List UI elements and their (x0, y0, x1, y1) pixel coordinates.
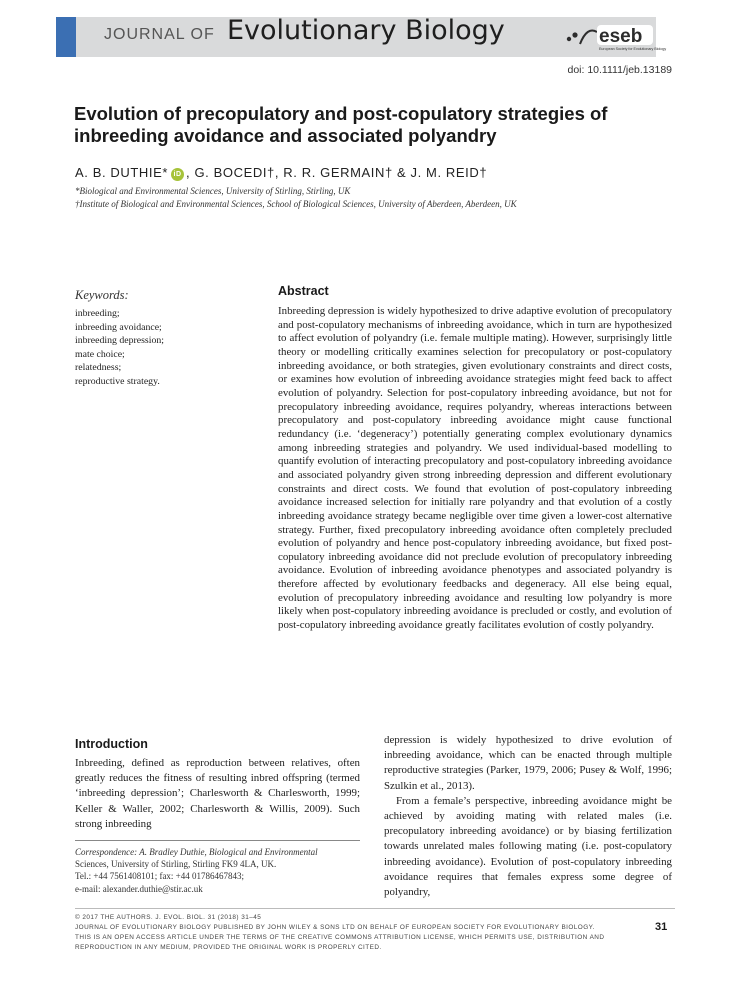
header-accent-stripe (56, 17, 76, 57)
logo-subtitle: European Society for Evolutionary Biology (599, 47, 667, 51)
affiliation-1: *Biological and Environmental Sciences, University of Stirling, Stirling, UK (75, 186, 351, 196)
logo-dot-icon (572, 32, 577, 37)
doi-link[interactable]: doi: 10.1111/jeb.13189 (567, 64, 672, 76)
footer-line: JOURNAL OF EVOLUTIONARY BIOLOGY PUBLISHED BY JOHN WILEY & SONS LTD ON BEHALF OF EUROPEAN SOCIETY FOR EVOLUTIONARY BIOLOGY. (75, 924, 595, 931)
author-first[interactable]: A. B. DUTHIE* (75, 165, 169, 180)
abstract-heading: Abstract (278, 284, 329, 298)
article-title: Evolution of precopulatory and post-copulatory strategies of inbreeding avoidance and associated polyandry (74, 103, 608, 146)
keyword-item: inbreeding depression; (75, 335, 164, 346)
keywords-label: Keywords: (75, 288, 129, 302)
keyword-item: relatedness; (75, 362, 122, 373)
correspondence-block (75, 846, 365, 895)
keyword-item: mate choice; (75, 348, 125, 360)
abstract-text: Inbreeding depression is widely hypothesized to drive adaptive evolution of precopulatory and post-copulatory mechanisms of inbreeding avoidance, which in turn are hypothesized to affect evolution of polyandry (i.e. female multiple mating). However, surprisingly little theory or modelling critically examines selection for precopulatory or post-copulatory inbreeding avoidance, or both strategies, given evolutionary constraints and direct costs, or examines how evolution of inbreeding avoidance strategies might feed back to affect evolution of polyandry. Selection for post-copulatory inbreeding avoidance, but not for precopulatory inbreeding avoidance, requires polyandry, whereas interactions between precopulatory and post-copulatory inbreeding avoidance might cause functional redundancy (i.e. ‘degeneracy’) potentially generating complex evolutionary dynamics among inbreeding strategies and polyandry. We used individual-based modelling to quantify evolution of interacting precopulatory and post-copulatory inbreeding avoidance and associated polyandry given strong inbreeding depression and different evolutionary constraints and direct costs. We found that evolution of post-copulatory inbreeding avoidance increased selection for initially rare polyandry and that evolution of a costly inbreeding avoidance strategy became negligible over time given a lower-cost alternative strategy. Further, fixed precopulatory inbreeding avoidance often completely precluded evolution of polyandry and hence post-copulatory inbreeding avoidance, but fixed post-copulatory inbreeding avoidance did not preclude evolution of precopulatory inbreeding avoidance. Evolution of inbreeding avoidance phenotypes and associated polyandry is therefore affected by evolutionary feedbacks and degeneracy. All else being equal, evolution of precopulatory inbreeding avoidance and resulting low polyandry is more likely when post-copulatory inbreeding avoidance is precluded or costly, and evolution of post-copulatory inbreeding avoidance greatly facilitates evolution of costly polyandry. (278, 305, 672, 632)
footer-divider (75, 908, 675, 909)
logo-dot-icon (567, 37, 571, 41)
footer-line: © 2017 THE AUTHORS. J. EVOL. BIOL. 31 (2018) 31–45 (75, 914, 262, 921)
affiliation-2: †Institute of Biological and Environmental Sciences, School of Biological Sciences, University of Aberdeen, Aberdeen, UK (75, 199, 517, 209)
page-number: 31 (655, 921, 668, 933)
footer-line: THIS IS AN OPEN ACCESS ARTICLE UNDER THE TERMS OF THE CREATIVE COMMONS ATTRIBUTION LICENSE, WHICH PERMITS USE, DISTRIBUTION AND (75, 934, 605, 941)
correspondence-line: Tel.: +44 7561408101; fax: +44 01786467843; (75, 871, 245, 882)
keyword-item: inbreeding; (75, 308, 120, 319)
introduction-right-column (384, 733, 672, 900)
author-others: , G. BOCEDI†, R. R. GERMAIN† & J. M. REID† (186, 165, 488, 180)
journal-prefix: JOURNAL OF (104, 26, 215, 43)
author-list (75, 165, 487, 181)
journal-name: Evolutionary Biology (227, 15, 505, 46)
footer (75, 913, 645, 953)
keyword-item: inbreeding avoidance; (75, 321, 162, 333)
introduction-paragraph: depression is widely hypothesized to drive evolution of inbreeding avoidance, which can be enacted through multiple reproductive strategies (Parker, 1979, 2006; Pusey & Wolf, 1996; Szulkin et al., 2013). (384, 734, 672, 792)
logo-wordmark: eseb (599, 26, 643, 47)
correspondence-divider (75, 840, 360, 841)
eseb-logo (563, 22, 667, 52)
correspondence-line: Correspondence: A. Bradley Duthie, Biological and Environmental (75, 847, 318, 857)
correspondence-email[interactable]: e-mail: alexander.duthie@stir.ac.uk (75, 883, 203, 894)
introduction-left-column: Inbreeding, defined as reproduction between relatives, often greatly reduces the fitness of resulting inbred offspring (termed ‘inbreeding depression’; Charlesworth & Charlesworth, 1999; Keller & Waller, 2002; Charlesworth & Willis, 2009). Such strong inbreeding (75, 757, 360, 830)
keyword-item: reproductive strategy. (75, 375, 160, 387)
correspondence-line: Sciences, University of Stirling, Stirling FK9 4LA, UK. (75, 859, 277, 870)
introduction-paragraph: From a female’s perspective, inbreeding avoidance might be achieved by avoiding mating with related males (i.e. precopulatory inbreeding avoidance) or by biasing fertilization towards unrelated males following mating (i.e. post-copulatory inbreeding avoidance). Evolution of post-copulatory inbreeding avoidance requires that females express some degree of polyandry, (384, 794, 672, 899)
footer-line: REPRODUCTION IN ANY MEDIUM, PROVIDED THE ORIGINAL WORK IS PROPERLY CITED. (75, 944, 382, 951)
orcid-icon[interactable]: iD (171, 168, 184, 181)
logo-swoosh-icon (580, 31, 597, 45)
introduction-heading: Introduction (75, 737, 148, 751)
keywords-list (75, 307, 164, 388)
